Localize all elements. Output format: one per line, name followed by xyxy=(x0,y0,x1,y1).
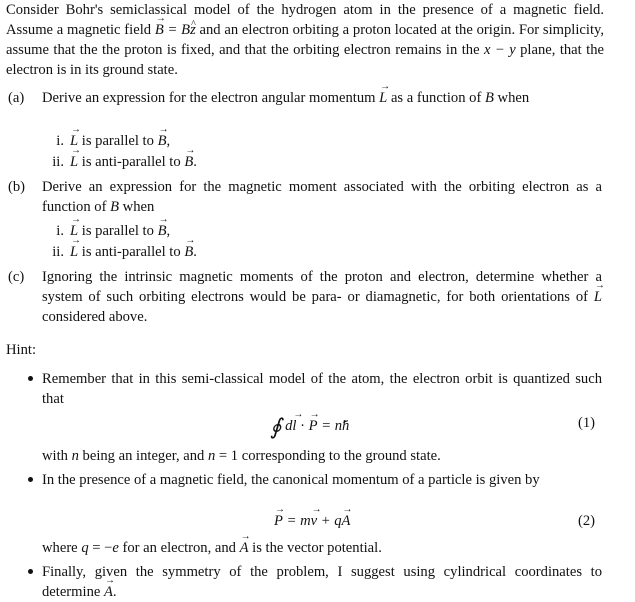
hint-bullet-3 xyxy=(28,562,602,602)
hint-3-body: Finally, given the symmetry of the problem, I suggest using cylindrical coordinates to determine xyxy=(42,564,602,600)
part-a-ii xyxy=(44,152,197,172)
after-2: = − xyxy=(88,540,113,556)
hint-3-text xyxy=(42,562,602,602)
vector-L: L → xyxy=(70,152,78,172)
part-b-i-text: is parallel to xyxy=(78,223,158,239)
after-1: with xyxy=(42,448,72,464)
part-b-i-label: i. xyxy=(56,223,64,239)
vector-P: P → xyxy=(309,416,318,436)
vector-B: B → xyxy=(158,221,167,241)
part-a-i-label: i. xyxy=(56,133,64,149)
intro-text-2: and an electron orbiting a proton located at the origin. For simplicity, assume that the the proton is fixed, and that the orbiting electron remains in the xyxy=(6,22,605,58)
var-e: e xyxy=(112,540,119,556)
vector-A: A → xyxy=(240,538,249,558)
part-b xyxy=(8,177,602,217)
after-3: for an electron, and xyxy=(118,540,240,556)
intro-text-3: plane, that the electron is in its ground state. xyxy=(6,42,604,78)
part-a-t1: Derive an expression for the electron angular momentum xyxy=(42,90,380,106)
vector-P: P → xyxy=(274,511,283,531)
part-b-text xyxy=(42,177,602,217)
bullet-dot xyxy=(28,477,33,482)
equation-2-body xyxy=(274,511,350,531)
after-2: being an integer, and xyxy=(78,448,208,464)
vector-v: v → xyxy=(311,511,317,531)
hint-1-after-text xyxy=(42,446,602,466)
eq-mid: = m xyxy=(282,513,311,529)
hint-bullet-1 xyxy=(28,369,602,409)
eq-dot: · xyxy=(296,418,309,434)
vector-L: L → xyxy=(70,131,78,151)
part-a-text xyxy=(42,88,602,108)
vector-B: B → xyxy=(158,131,167,151)
hint-title: Hint: xyxy=(6,342,36,358)
unit-vector-z: z ^ xyxy=(190,20,196,40)
bullet-dot xyxy=(28,569,33,574)
hint-2-after-text xyxy=(42,538,602,558)
punct: , xyxy=(166,223,171,239)
eq-rhs: = n xyxy=(317,418,343,434)
part-b-i xyxy=(44,221,170,241)
scalar-B: B xyxy=(484,90,494,106)
vector-A: A → xyxy=(104,582,113,602)
hint-1-after xyxy=(28,446,602,466)
scalar-B: B xyxy=(110,199,120,215)
part-b-ii xyxy=(44,242,197,262)
vector-L: L → xyxy=(70,242,78,262)
punct: . xyxy=(193,244,197,260)
vector-L: L → xyxy=(594,287,602,307)
eq-plus: + q xyxy=(317,513,342,529)
equation-1-number: (1) xyxy=(578,415,596,431)
part-a xyxy=(8,88,602,108)
part-b-ii-text: is anti-parallel to xyxy=(78,244,185,260)
part-a-i xyxy=(44,131,170,151)
part-a-ii-label: ii. xyxy=(52,154,64,170)
part-c-text xyxy=(42,267,602,327)
vector-B: B → xyxy=(155,20,164,40)
part-c-label: (c) xyxy=(8,269,25,285)
var-n: n xyxy=(207,448,216,464)
vector-B: B → xyxy=(184,242,193,262)
vector-l: l → xyxy=(292,416,296,436)
part-c xyxy=(8,267,602,327)
hint-2-after xyxy=(28,538,602,558)
hint-bullet-2 xyxy=(28,470,602,490)
part-a-t2: as a function of xyxy=(387,90,485,106)
part-a-t3: when xyxy=(493,90,530,106)
part-b-t2: when xyxy=(119,199,155,215)
punct: . xyxy=(112,584,117,600)
part-c-t2: considered above. xyxy=(42,309,148,325)
part-b-label: (b) xyxy=(8,179,26,195)
hint-2-text: In the presence of a magnetic field, the canonical momentum of a particle is given by xyxy=(42,472,540,488)
contour-integral: ∮ xyxy=(270,414,282,439)
bullet-dot xyxy=(28,376,33,381)
plane-label: x − y xyxy=(483,42,516,58)
intro-paragraph xyxy=(6,0,604,80)
h-bar: h xyxy=(342,418,350,434)
part-a-i-text: is parallel to xyxy=(78,133,158,149)
part-b-ii-label: ii. xyxy=(52,244,64,260)
punct: , xyxy=(166,133,171,149)
var-q: q xyxy=(81,540,89,556)
vector-B: B → xyxy=(184,152,193,172)
vector-L: L → xyxy=(70,221,78,241)
after-3: = 1 corresponding to the ground state. xyxy=(215,448,441,464)
eq-d: d xyxy=(285,418,293,434)
punct: . xyxy=(193,154,197,170)
equation-2-number: (2) xyxy=(578,513,596,529)
equation-1-body xyxy=(270,413,350,439)
hint-1-text: Remember that in this semi-classical model of the atom, the electron orbit is quantized such that xyxy=(42,371,602,407)
after-4: is the vector potential. xyxy=(248,540,382,556)
part-b-t1: Derive an expression for the magnetic moment associated with the orbiting electron as a function of xyxy=(42,179,602,215)
vector-L: L → xyxy=(379,88,387,108)
vector-A: A → xyxy=(342,511,351,531)
part-a-label: (a) xyxy=(8,90,25,106)
part-c-t1: Ignoring the intrinsic magnetic moments of the proton and electron, determine whether a system of such orbiting electrons would be para- or diamagnetic, for both orientations of xyxy=(42,269,602,305)
part-a-ii-text: is anti-parallel to xyxy=(78,154,185,170)
intro-eq: = B xyxy=(163,22,191,38)
after-1: where xyxy=(42,540,82,556)
var-n: n xyxy=(71,448,79,464)
intro-text-1: Consider Bohr's semiclassical model of the hydrogen atom in the presence of a magnetic field. Assume a magnetic field xyxy=(6,2,604,38)
